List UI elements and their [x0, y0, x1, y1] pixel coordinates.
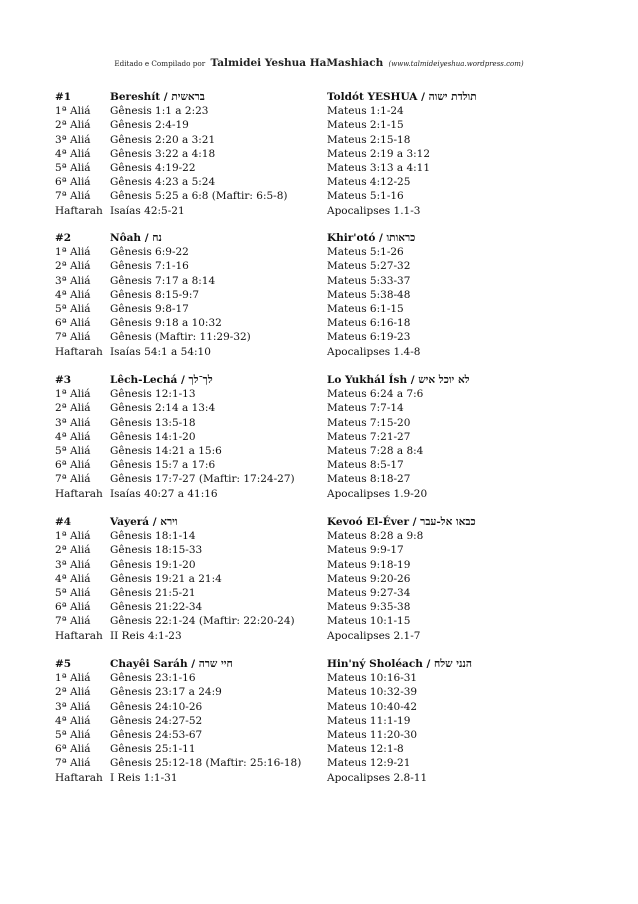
aliyah-label: 6ª Aliá: [55, 743, 91, 756]
reading-row: [0, 387, 638, 401]
aliyah-label: 3ª Aliá: [55, 558, 91, 571]
torah-reading: II Reis 4:1-23: [110, 629, 182, 642]
aliyah-label: 6ª Aliá: [55, 459, 91, 472]
reading-row: [0, 189, 638, 203]
aliyah-label: 7ª Aliá: [55, 757, 91, 770]
brit-reading: Mateus 10:16-31: [327, 672, 418, 685]
torah-portion-title: Vayerá / וירא: [110, 516, 178, 528]
torah-reading: Gênesis 14:1-20: [110, 430, 196, 443]
reading-row: [0, 147, 638, 161]
parasha-number: #5: [55, 658, 72, 670]
brit-reading: Mateus 5:27-32: [327, 260, 411, 273]
torah-reading: Isaías 54:1 a 54:10: [110, 345, 211, 358]
torah-reading: Gênesis 2:14 a 13:4: [110, 402, 216, 415]
torah-reading: Gênesis 9:18 a 10:32: [110, 317, 222, 330]
reading-row: [0, 175, 638, 189]
torah-portion-title: Bereshít / בראשית: [110, 91, 205, 103]
brit-reading: Mateus 11:20-30: [327, 728, 418, 741]
reading-row: [0, 245, 638, 259]
reading-row: [0, 133, 638, 147]
aliyah-label: 1ª Aliá: [55, 530, 91, 543]
brit-reading: Mateus 10:1-15: [327, 615, 411, 628]
reading-row: [0, 742, 638, 756]
brit-reading: Mateus 3:13 a 4:11: [327, 161, 431, 174]
torah-reading: Gênesis 23:17 a 24:9: [110, 686, 222, 699]
reading-row: [0, 714, 638, 728]
reading-row: [0, 430, 638, 444]
aliyah-label: 3ª Aliá: [55, 274, 91, 287]
brit-reading: Mateus 1:1-24: [327, 105, 404, 118]
torah-reading: Gênesis 9:8-17: [110, 302, 189, 315]
aliyah-label: 5ª Aliá: [55, 444, 91, 457]
reading-row: [0, 487, 638, 501]
torah-reading: Gênesis 2:20 a 3:21: [110, 133, 216, 146]
torah-reading: Gênesis 19:21 a 21:4: [110, 572, 222, 585]
brit-reading: Mateus 7:28 a 8:4: [327, 444, 424, 457]
aliyah-label: Haftarah: [55, 487, 103, 500]
reading-row: [0, 700, 638, 714]
parasha-number: #1: [55, 91, 72, 103]
reading-row: [0, 302, 638, 316]
brit-reading: Mateus 6:19-23: [327, 331, 411, 344]
aliyah-label: 5ª Aliá: [55, 302, 91, 315]
aliyah-label: 5ª Aliá: [55, 728, 91, 741]
aliyah-label: 1ª Aliá: [55, 672, 91, 685]
aliyah-label: 2ª Aliá: [55, 686, 91, 699]
torah-reading: Gênesis (Maftir: 11:29-32): [110, 331, 251, 344]
reading-row: [0, 416, 638, 430]
reading-row: [0, 771, 638, 785]
reading-row: [0, 629, 638, 643]
reading-row: [0, 728, 638, 742]
brit-reading: Mateus 6:24 a 7:6: [327, 388, 424, 401]
parasha-section: [0, 373, 638, 501]
brit-portion-title: Lo Yukhál Ísh / לא יוכל איש: [327, 374, 470, 386]
parasha-section: [0, 231, 638, 359]
brit-reading: Mateus 9:20-26: [327, 572, 411, 585]
torah-reading: Gênesis 17:7-27 (Maftir: 17:24-27): [110, 473, 295, 486]
parasha-header-row: [0, 231, 638, 245]
aliyah-label: 4ª Aliá: [55, 288, 91, 301]
brit-reading: Mateus 5:1-26: [327, 246, 404, 259]
parasha-number: #2: [55, 232, 72, 244]
reading-row: [0, 685, 638, 699]
torah-reading: Gênesis 18:15-33: [110, 544, 203, 557]
reading-row: [0, 614, 638, 628]
torah-reading: Gênesis 8:15-9:7: [110, 288, 200, 301]
torah-reading: Gênesis 25:1-11: [110, 743, 196, 756]
brit-reading: Mateus 4:12-25: [327, 176, 411, 189]
aliyah-label: Haftarah: [55, 629, 103, 642]
brit-reading: Mateus 5:1-16: [327, 190, 404, 203]
aliyah-label: 7ª Aliá: [55, 331, 91, 344]
aliyah-label: 3ª Aliá: [55, 133, 91, 146]
parasha-header-row: [0, 515, 638, 529]
torah-reading: Gênesis 12:1-13: [110, 388, 196, 401]
aliyah-label: 2ª Aliá: [55, 402, 91, 415]
aliyah-label: Haftarah: [55, 345, 103, 358]
brit-reading: Apocalipses 1.4-8: [327, 345, 421, 358]
brit-reading: Mateus 12:1-8: [327, 743, 404, 756]
aliyah-label: 7ª Aliá: [55, 190, 91, 203]
reading-row: [0, 274, 638, 288]
brit-portion-title: Hin'ný Sholéach / הנני שלח: [327, 658, 472, 670]
aliyah-label: 1ª Aliá: [55, 388, 91, 401]
reading-row: [0, 259, 638, 273]
aliyah-label: 4ª Aliá: [55, 572, 91, 585]
torah-reading: Gênesis 13:5-18: [110, 416, 196, 429]
torah-reading: Gênesis 4:19-22: [110, 161, 196, 174]
aliyah-label: Haftarah: [55, 771, 103, 784]
aliyah-label: 7ª Aliá: [55, 615, 91, 628]
parasha-header-row: [0, 373, 638, 387]
torah-reading: Gênesis 25:12-18 (Maftir: 25:16-18): [110, 757, 302, 770]
torah-reading: Gênesis 24:27-52: [110, 714, 203, 727]
brit-reading: Mateus 2:19 a 3:12: [327, 147, 431, 160]
parasha-section: [0, 90, 638, 218]
brit-reading: Mateus 9:27-34: [327, 586, 411, 599]
torah-reading: Gênesis 21:22-34: [110, 601, 203, 614]
aliyah-label: 2ª Aliá: [55, 119, 91, 132]
parasha-header-row: [0, 90, 638, 104]
aliyah-label: 2ª Aliá: [55, 544, 91, 557]
reading-row: [0, 345, 638, 359]
aliyah-label: 3ª Aliá: [55, 700, 91, 713]
parasha-section: [0, 515, 638, 643]
brit-reading: Mateus 9:18-19: [327, 558, 411, 571]
brit-reading: Mateus 8:28 a 9:8: [327, 530, 424, 543]
torah-reading: Gênesis 23:1-16: [110, 672, 196, 685]
reading-row: [0, 529, 638, 543]
aliyah-label: 6ª Aliá: [55, 176, 91, 189]
brit-reading: Mateus 5:38-48: [327, 288, 411, 301]
reading-row: [0, 204, 638, 218]
torah-portion-title: Lêch-Lechá / לך־לך: [110, 374, 213, 386]
reading-row: [0, 543, 638, 557]
torah-reading: Isaías 40:27 a 41:16: [110, 487, 218, 500]
torah-reading: Gênesis 14:21 a 15:6: [110, 444, 222, 457]
brit-reading: Mateus 5:33-37: [327, 274, 411, 287]
aliyah-label: 7ª Aliá: [55, 473, 91, 486]
brit-reading: Apocalipses 2.8-11: [327, 771, 428, 784]
reading-row: [0, 444, 638, 458]
aliyah-label: 4ª Aliá: [55, 147, 91, 160]
torah-reading: Gênesis 24:53-67: [110, 728, 203, 741]
torah-reading: Gênesis 19:1-20: [110, 558, 196, 571]
reading-row: [0, 600, 638, 614]
torah-reading: Gênesis 15:7 a 17:6: [110, 459, 216, 472]
aliyah-label: 6ª Aliá: [55, 601, 91, 614]
reading-row: [0, 671, 638, 685]
parasha-number: #3: [55, 374, 72, 386]
aliyah-label: 6ª Aliá: [55, 317, 91, 330]
brit-reading: Mateus 12:9-21: [327, 757, 411, 770]
brit-reading: Mateus 7:21-27: [327, 430, 411, 443]
header-author: Talmidei Yeshua HaMashiach: [210, 57, 384, 69]
torah-reading: Gênesis 22:1-24 (Maftir: 22:20-24): [110, 615, 295, 628]
reading-row: [0, 316, 638, 330]
torah-reading: I Reis 1:1-31: [110, 771, 178, 784]
reading-row: [0, 118, 638, 132]
brit-reading: Apocalipses 1.9-20: [327, 487, 428, 500]
brit-reading: Mateus 9:9-17: [327, 544, 404, 557]
torah-reading: Gênesis 21:5-21: [110, 586, 196, 599]
torah-reading: Gênesis 24:10-26: [110, 700, 203, 713]
brit-reading: Mateus 2:15-18: [327, 133, 411, 146]
torah-reading: Gênesis 7:17 a 8:14: [110, 274, 216, 287]
aliyah-label: 4ª Aliá: [55, 430, 91, 443]
reading-row: [0, 572, 638, 586]
reading-row: [0, 558, 638, 572]
brit-portion-title: Khir'otó / כראותו: [327, 232, 416, 244]
aliyah-label: 2ª Aliá: [55, 260, 91, 273]
aliyah-label: 5ª Aliá: [55, 586, 91, 599]
brit-reading: Apocalipses 2.1-7: [327, 629, 421, 642]
brit-reading: Apocalipses 1.1-3: [327, 204, 421, 217]
header-prefix: Editado e Compilado por: [114, 59, 206, 68]
brit-reading: Mateus 8:5-17: [327, 459, 404, 472]
torah-portion-title: Nôah / נח: [110, 232, 162, 244]
torah-reading: Gênesis 3:22 a 4:18: [110, 147, 216, 160]
aliyah-label: 5ª Aliá: [55, 161, 91, 174]
parasha-number: #4: [55, 516, 72, 528]
reading-row: [0, 104, 638, 118]
aliyah-label: 3ª Aliá: [55, 416, 91, 429]
reading-row: [0, 586, 638, 600]
reading-row: [0, 330, 638, 344]
aliyah-label: Haftarah: [55, 204, 103, 217]
torah-reading: Gênesis 18:1-14: [110, 530, 196, 543]
reading-row: [0, 472, 638, 486]
brit-reading: Mateus 11:1-19: [327, 714, 411, 727]
brit-reading: Mateus 9:35-38: [327, 601, 411, 614]
brit-reading: Mateus 10:32-39: [327, 686, 418, 699]
aliyah-label: 1ª Aliá: [55, 105, 91, 118]
brit-reading: Mateus 2:1-15: [327, 119, 404, 132]
reading-row: [0, 161, 638, 175]
brit-reading: Mateus 8:18-27: [327, 473, 411, 486]
brit-reading: Mateus 6:16-18: [327, 317, 411, 330]
torah-reading: Gênesis 2:4-19: [110, 119, 189, 132]
aliyah-label: 4ª Aliá: [55, 714, 91, 727]
torah-portion-title: Chayêi Saráh / חיי שרה: [110, 658, 233, 670]
aliyah-label: 1ª Aliá: [55, 246, 91, 259]
torah-reading: Gênesis 6:9-22: [110, 246, 189, 259]
reading-row: [0, 756, 638, 770]
brit-reading: Mateus 6:1-15: [327, 302, 404, 315]
brit-portion-title: Toldót YESHUA / תולדת ישוה: [327, 91, 477, 103]
brit-reading: Mateus 7:15-20: [327, 416, 411, 429]
reading-row: [0, 401, 638, 415]
torah-reading: Gênesis 5:25 a 6:8 (Maftir: 6:5-8): [110, 190, 288, 203]
reading-row: [0, 288, 638, 302]
parasha-header-row: [0, 657, 638, 671]
reading-row: [0, 458, 638, 472]
torah-reading: Gênesis 1:1 a 2:23: [110, 105, 209, 118]
brit-reading: Mateus 7:7-14: [327, 402, 404, 415]
torah-reading: Gênesis 4:23 a 5:24: [110, 176, 216, 189]
page-header: [0, 57, 638, 69]
header-site-link[interactable]: (www.talmideiyeshua.wordpress.com): [388, 60, 524, 68]
parasha-section: [0, 657, 638, 785]
torah-reading: Isaías 42:5-21: [110, 204, 185, 217]
torah-reading: Gênesis 7:1-16: [110, 260, 189, 273]
brit-reading: Mateus 10:40-42: [327, 700, 418, 713]
brit-portion-title: Kevoó El-Éver / כבאו אל-עבר: [327, 516, 476, 528]
